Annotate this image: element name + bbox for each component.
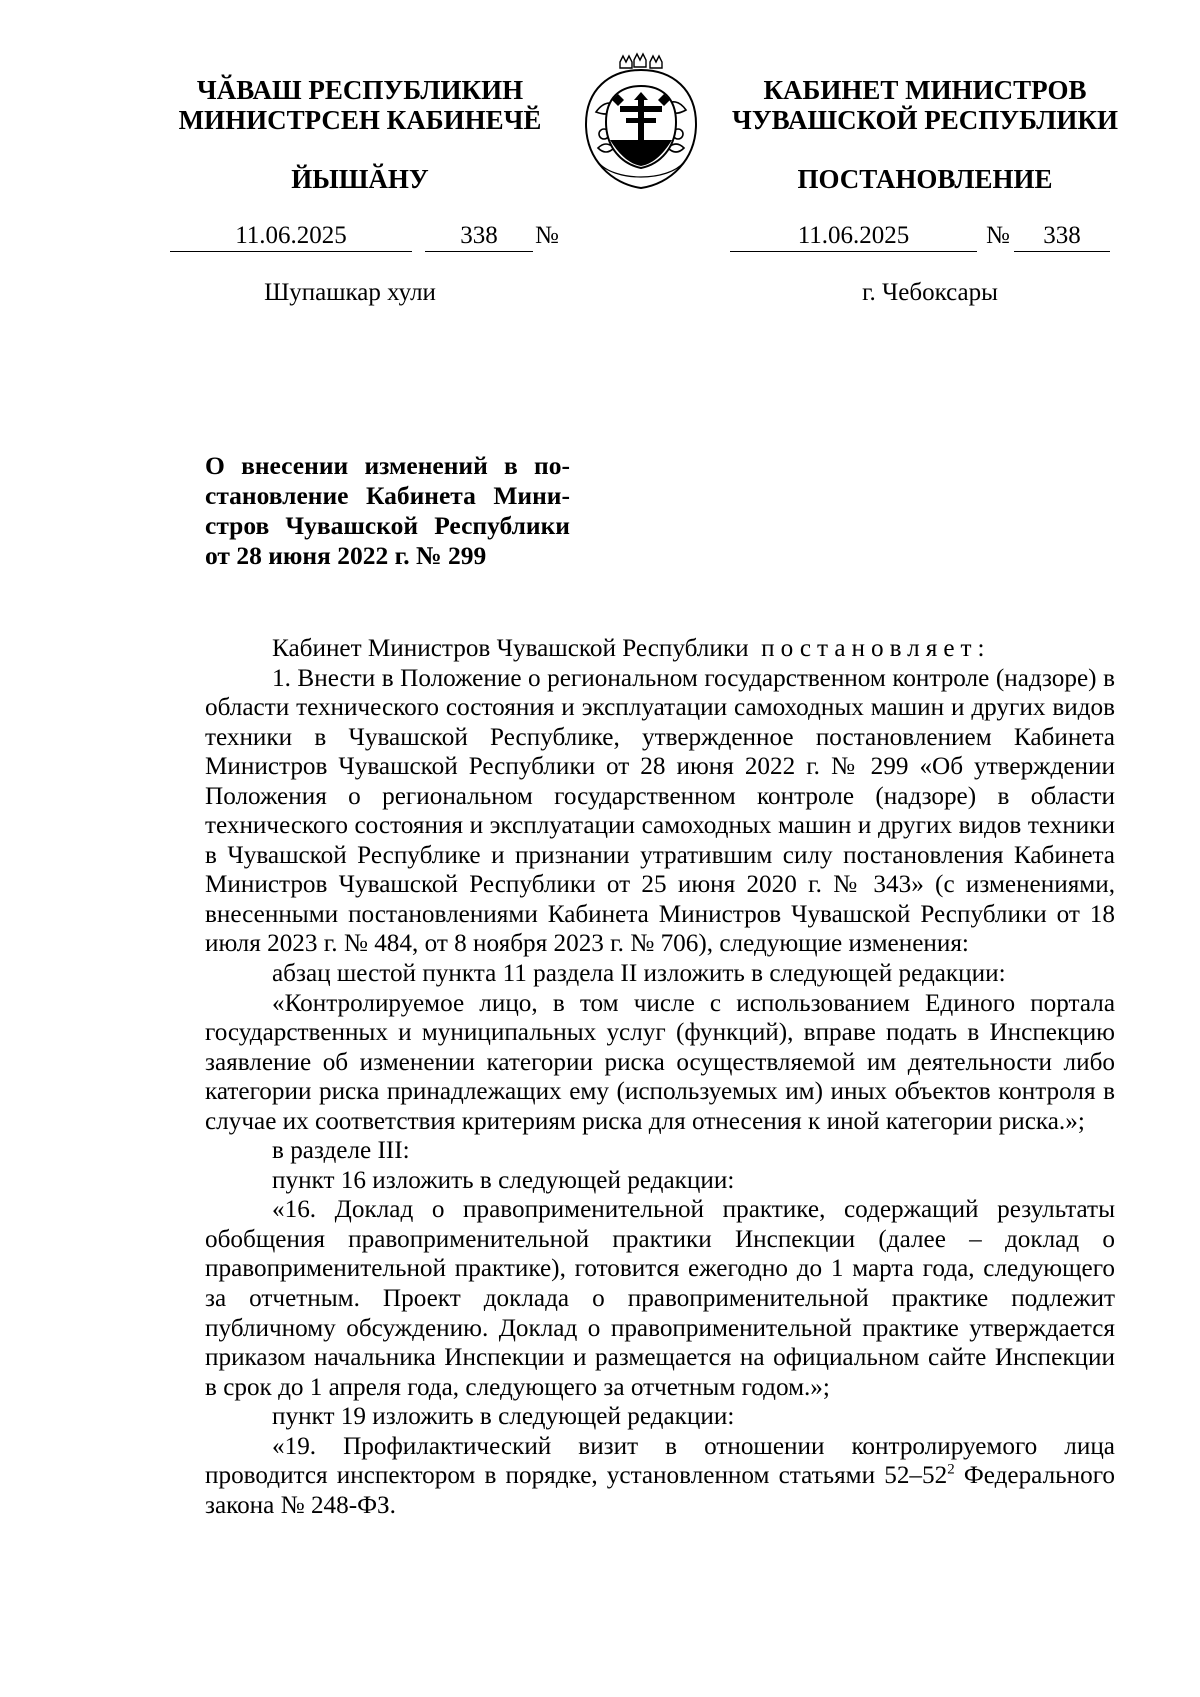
document-subject [205,451,570,571]
russian-number-sign: № [986,222,1010,249]
body-paragraph-8-part-b: Федерального закона № 248-ФЗ. [205,1462,1115,1519]
body-paragraph-6: «16. Доклад о правоприменительной практике, содержащий результаты обобщения правоприменительной практики Инспекции (далее – доклад о правоприменительной практике), готовится ежегодно до 1 марта года, следующего за отчетным. Проект доклада о правоприменительной практике подлежит публичному обсуждению. Доклад о правоприменительной практике утверждается приказом начальника Инспекции и размещается на официальном сайте Инспекции в срок до 1 апреля года, следующего за отчетным годом.»; [205,1196,1115,1401]
body-paragraph-3: «Контролируемое лицо, в том числе с использованием Единого портала государственных и муниципальных услуг (функций), вправе подать в Инспекцию заявление об изменении категории риска осуществляемой им деятельности либо категории риска принадлежащих ему (используемых им) иных объектов контроля в случае их соответствия критериям риска для отнесения к иной категории риска.»; [205,989,1115,1135]
russian-doc-type: ПОСТАНОВЛЕНИЕ [797,164,1053,194]
body-paragraph-2: абзац шестой пункта 11 раздела II изложить в следующей редакции: [272,960,1006,988]
body-paragraph-7: пункт 19 изложить в следующей редакции: [272,1403,735,1431]
russian-city: г. Чебоксары [862,279,998,306]
preamble-issuer: Кабинет Министров Чувашской Республики [272,635,749,662]
chuvash-doc-type: ЙЫШӐНУ [291,164,429,194]
chuvash-number-field: 338 [425,221,533,252]
body-paragraph-8-superscript: 2 [947,1461,955,1478]
subject-line-3: стров Чувашской Республики [205,511,570,540]
chuvash-city: Шупашкар хули [264,279,436,306]
russian-header [725,75,1125,135]
chuvash-number-sign: № [535,222,559,249]
subject-line-2: становление Кабинета Мини- [205,481,570,510]
chuvash-header-line1: ЧӐВАШ РЕСПУБЛИКИН [196,75,524,105]
chuvash-header-line2: МИНИСТРСЕН КАБИНЕЧӖ [178,105,542,135]
subject-line-4: от 28 июня 2022 г. № 299 [205,541,487,570]
chuvash-header [150,75,570,135]
body-paragraph-1: 1. Внести в Положение о региональном государственном контроле (надзоре) в области технического состояния и эксплуатации самоходных машин и других видов техники в Чувашской Республике, утвержденное постановлением Кабинета Министров Чувашской Республики от 28 июня 2022 г. № 299 «Об утверждении Положения о региональном государственном контроле (надзоре) в области технического состояния и эксплуатации самоходных машин и других видов техники в Чувашской Республике и признании утратившим силу постановления Кабинета Министров Чувашской Республики от 25 июня 2020 г. № 343» (с изменениями, внесенными постановлениями Кабинета Министров Чувашской Республики от 18 июля 2023 г. № 484, от 8 ноября 2023 г. № 706), следующие изменения: [205,664,1115,958]
body-paragraph-5: пункт 16 изложить в следующей редакции: [272,1166,735,1194]
subject-line-1: О внесении изменений в по- [205,451,570,480]
chuvash-date-field: 11.06.2025 [170,221,412,252]
body-paragraph-8-part-a: «19. Профилактический визит в отношении контролируемого лица проводится инспектором в порядке, установленном статьями 52–52 [205,1432,1115,1490]
document-body [205,634,1115,1520]
chuvash-republic-emblem-icon [568,52,714,192]
russian-number-field: 338 [1014,221,1110,252]
preamble-verb: постановляет: [761,635,991,662]
russian-header-line2: ЧУВАШСКОЙ РЕСПУБЛИКИ [732,105,1118,135]
preamble [205,634,1115,664]
body-paragraph-4: в разделе III: [272,1137,410,1165]
body-paragraph-8 [205,1432,1115,1521]
russian-header-line1: КАБИНЕТ МИНИСТРОВ [763,75,1087,105]
russian-date-field: 11.06.2025 [730,221,977,252]
